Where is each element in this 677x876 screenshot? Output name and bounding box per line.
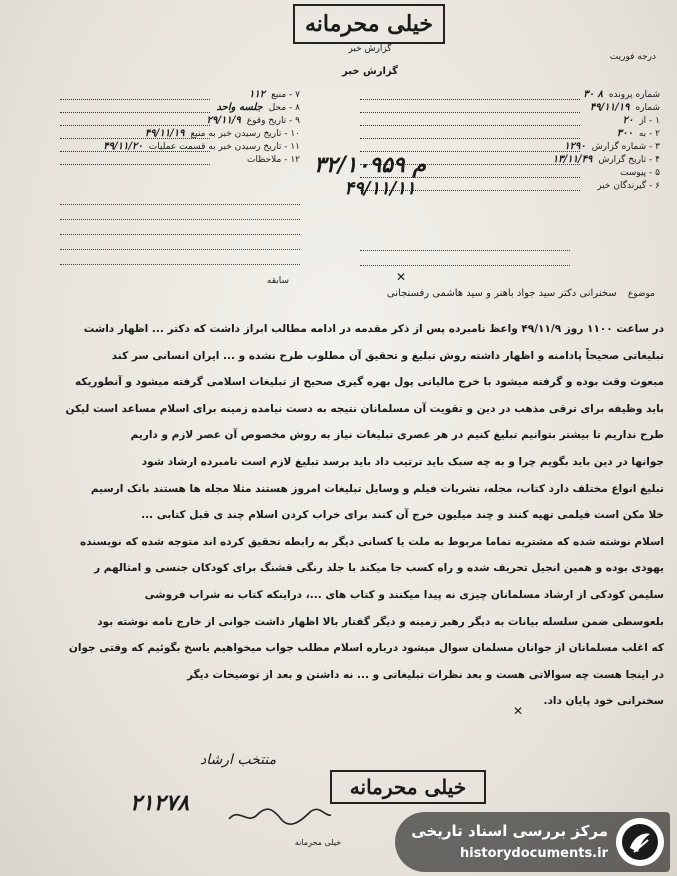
- field-source-date: ۱۰ - تاریخ رسیدن خبر به منبع ۴۹/۱۱/۱۹: [60, 127, 300, 140]
- field-from: ۱ - از ۲۰: [360, 114, 660, 127]
- archive-url: historydocuments.ir: [459, 846, 608, 861]
- field-file-number: شماره پرونده ۸ ۳۰: [360, 88, 660, 101]
- archive-logo-icon: [616, 818, 664, 866]
- body-line: در اینجا هست چه سوالاتی هست و بعد نظرات تبلیغاتی و ... نه داشتن و بعد از توضیحات دیگر: [186, 668, 664, 681]
- body-line: یهودی بوده و همین انجیل تحریف شده و راه کسب جا میکند با جلد رنگی قشنگ برای کودکان جنسی و امثالهم ر: [94, 562, 664, 575]
- field-location: ۸ - محل جلسه واحد: [60, 101, 300, 114]
- field-source: ۷ - منبع ۱۱۲: [60, 88, 300, 101]
- subject-label: موضوع: [627, 289, 655, 299]
- field-notes: ۱۲ - ملاحظات: [60, 153, 300, 166]
- field-recipients: ۶ - گیرندگان خبر: [360, 179, 660, 192]
- body-line: اسلام نوشته شده که مشتریه تماما مربوط به ملت یا کسانی دیگر به رابطه تحقیق کرده اند متوجه شده که نویسنده: [80, 535, 664, 548]
- record-mark: سابقه: [266, 276, 290, 286]
- body-line: باید وظیفه برای ترقی مذهب در دین و تقویت آن مسلمانان نتیجه به دست نیامده زمینه برای اسلام مساعد است لیکن: [65, 402, 664, 415]
- handwritten-doc-number: ۳۲/۱۰۹۵۹ م: [313, 152, 427, 178]
- priority-label: درجه فوریت: [609, 52, 656, 62]
- field-number: شماره ۴۹/۱۱/۱۹: [360, 101, 660, 114]
- confidential-stamp-top: خیلی محرمانه: [293, 4, 445, 44]
- agency-line: گزارش خبر: [348, 44, 392, 54]
- body-line: بلعوسطی ضمن سلسله بیانات به دیگر رهبر زمینه و دیگر گفتار بالا اظهار داشت جوانی از خارج نامه نوشته بود: [97, 615, 664, 628]
- body-line: سخنرانی خود پایان داد.: [543, 695, 664, 708]
- subject-line: [285, 288, 655, 299]
- field-report-number: ۳ - شماره گزارش ۱۲۹۰: [360, 140, 660, 153]
- x-mark-icon: ✕: [513, 704, 524, 718]
- signature-icon: [225, 805, 335, 827]
- left-blank-lines: [60, 190, 300, 265]
- body-line: در ساعت ۱۱۰۰ روز ۴۹/۱۱/۹ واعظ نامبرده پس از ذکر مقدمه در ادامه مطالب ابراز داشت که دکتر ... اظهار داشت: [83, 323, 664, 335]
- body-line: جوانها در دین باید بگویم چرا و به چه سبک باید ترتیب داد باید برسد تبلیغ لازم است نامبرده ارشاد شود: [141, 455, 664, 468]
- body-line: مبعوث وقت بوده و گرفته میشود با خرج مالیاتی پول بهره گیری صحیح از تبلیغات اسلامی گرفته میشود و آنطوریکه: [75, 376, 664, 389]
- body-line: خلا مکن است فیلمی تهیه کنند و چند میلیون خرج آن کنند برای خراب کردن اسلام چند ی قبل کتابی ...: [141, 509, 664, 522]
- archive-watermark: [395, 812, 670, 872]
- field-report-date: ۴ - تاریخ گزارش ۱۳/۱۱/۴۹: [360, 153, 660, 166]
- report-body: [14, 318, 664, 717]
- archive-title: مرکز بررسی اسناد تاریخی: [411, 822, 608, 840]
- x-mark-icon: ✕: [396, 270, 407, 284]
- body-line: طرح نداریم تا بیشتر بتوانیم تبلیغ کنیم در هر عصری تبلیغات نیاز به روش مخصوص آن عصر لازم و داریم: [130, 429, 664, 442]
- confidential-stamp-bottom: خیلی محرمانه: [330, 770, 486, 804]
- body-line: سلیمن کودکی از ارشاد مسلمانان چیزی نه پیدا میکنند و کتاب های ...، دراینکه کتاب نه شراب فروشی: [144, 588, 664, 601]
- handwritten-doc-date: ۴۹/۱۱/۱۱: [344, 178, 416, 199]
- right-blank-lines: [360, 236, 570, 266]
- left-fields: [60, 88, 300, 166]
- handwritten-bottom-number: ۲۱۲۷۸: [130, 790, 190, 816]
- footer-stamp-text: خیلی محرمانه: [294, 838, 342, 847]
- handwritten-note: منتخب ارشاد: [200, 752, 277, 768]
- body-line: که اغلب مسلمانان از جوانان مسلمان سوال میشود درباره اسلام مطلب جواب میخواهیم باسخ بگوئیم که وقتی جوان: [68, 642, 664, 655]
- field-attachment: ۵ - پیوست: [360, 166, 660, 179]
- subject-text: سخنرانی دکتر سید جواد باهنر و سید هاشمی رفسنجانی: [386, 288, 617, 299]
- field-to: ۲ - به ۳۰۰: [360, 127, 660, 140]
- field-ops-date: ۱۱ - تاریخ رسیدن خبر به قسمت عملیات ۴۹/۱۱/۲۰: [60, 140, 300, 153]
- form-subtitle: گزارش خبر: [341, 66, 398, 77]
- body-line: تبلیغاتی صحیحاً پادامنه و اظهار داشته روش تبلیغ و تحقیق آن مطلوب طرح نشده و ... ایران انسانی سر کند: [111, 349, 664, 362]
- body-line: تبلیغ انواع مختلف دارد کتاب، مجله، نشریات فیلم و وسایل تبلیغات امروز هستند مثلا مجله ها هستند بانک ارسیم: [90, 482, 664, 495]
- field-event-date: ۹ - تاریخ وقوع ۲۹/۱۱/۹: [60, 114, 300, 127]
